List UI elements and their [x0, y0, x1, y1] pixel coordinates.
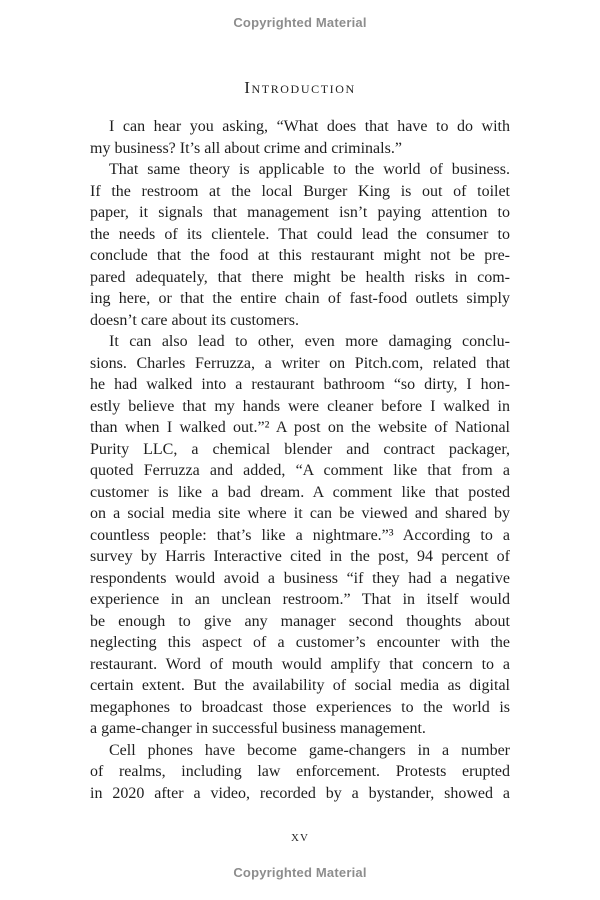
- text-line: countless people: that’s like a nightmare.”³ According to a: [90, 526, 510, 544]
- text-line: estly believe that my hands were cleaner before I walked in: [90, 397, 510, 415]
- text-line: If the restroom at the local Burger King is out of toilet: [90, 182, 510, 200]
- text-line: ing here, or that the entire chain of fast-food outlets simply: [90, 290, 510, 307]
- text-line: quoted Ferruzza and added, “A comment like that from a: [90, 462, 510, 479]
- chapter-running-head: Introduction: [244, 78, 356, 97]
- text-line: certain extent. But the availability of social media as digital: [90, 677, 510, 694]
- text-line: That same theory is applicable to the world of business.: [109, 161, 510, 178]
- text-line: respondents would avoid a business “if they had a negative: [90, 569, 510, 587]
- paragraph: [90, 331, 510, 740]
- body-text: [90, 116, 510, 804]
- text-line: doesn’t care about its customers.: [90, 311, 299, 329]
- text-line: Cell phones have become game-changers in a number: [109, 741, 510, 759]
- text-line: conclude that the food at this restaurant might not be pre-: [90, 247, 510, 264]
- page-number: xv: [291, 829, 309, 845]
- copyright-watermark-top: Copyrighted Material: [233, 15, 367, 30]
- paragraph: [90, 116, 510, 159]
- text-line: neglecting this aspect of a customer’s encounter with the: [90, 634, 510, 651]
- text-line: megaphones to broadcast those experiences to the world is: [90, 698, 510, 716]
- text-line: experience in an unclean restroom.” That in itself would: [90, 591, 510, 608]
- text-line: I can hear you asking, “What does that have to do with: [109, 118, 510, 135]
- text-line: on a social media site where it can be viewed and shared by: [90, 505, 510, 522]
- text-line: It can also lead to other, even more damaging conclu-: [109, 333, 510, 350]
- text-line: survey by Harris Interactive cited in the post, 94 percent of: [90, 548, 510, 565]
- text-line: than when I walked out.”² A post on the website of National: [90, 419, 510, 436]
- text-line: the needs of its clientele. That could lead the consumer to: [90, 225, 510, 243]
- text-line: of realms, including law enforcement. Protests erupted: [90, 763, 510, 780]
- text-line: my business? It’s all about crime and criminals.”: [90, 139, 402, 157]
- text-line: restaurant. Word of mouth would amplify that concern to a: [90, 655, 510, 673]
- text-line: customer is like a bad dream. A comment like that posted: [90, 483, 510, 501]
- text-line: sions. Charles Ferruzza, a writer on Pitch.com, related that: [90, 354, 510, 372]
- text-line: a game-changer in successful business management.: [90, 720, 426, 737]
- text-line: paper, it signals that management isn’t paying attention to: [90, 204, 510, 221]
- text-line: be enough to give any manager second thoughts about: [90, 612, 510, 630]
- copyright-watermark-bottom: Copyrighted Material: [233, 865, 367, 880]
- text-line: in 2020 after a video, recorded by a bystander, showed a: [90, 784, 510, 802]
- paragraph: [90, 159, 510, 331]
- text-line: he had walked into a restaurant bathroom “so dirty, I hon-: [90, 376, 510, 393]
- paragraph: [90, 740, 510, 805]
- text-line: Purity LLC, a chemical blender and contract packager,: [90, 440, 510, 458]
- text-line: pared adequately, that there might be health risks in com-: [90, 268, 510, 286]
